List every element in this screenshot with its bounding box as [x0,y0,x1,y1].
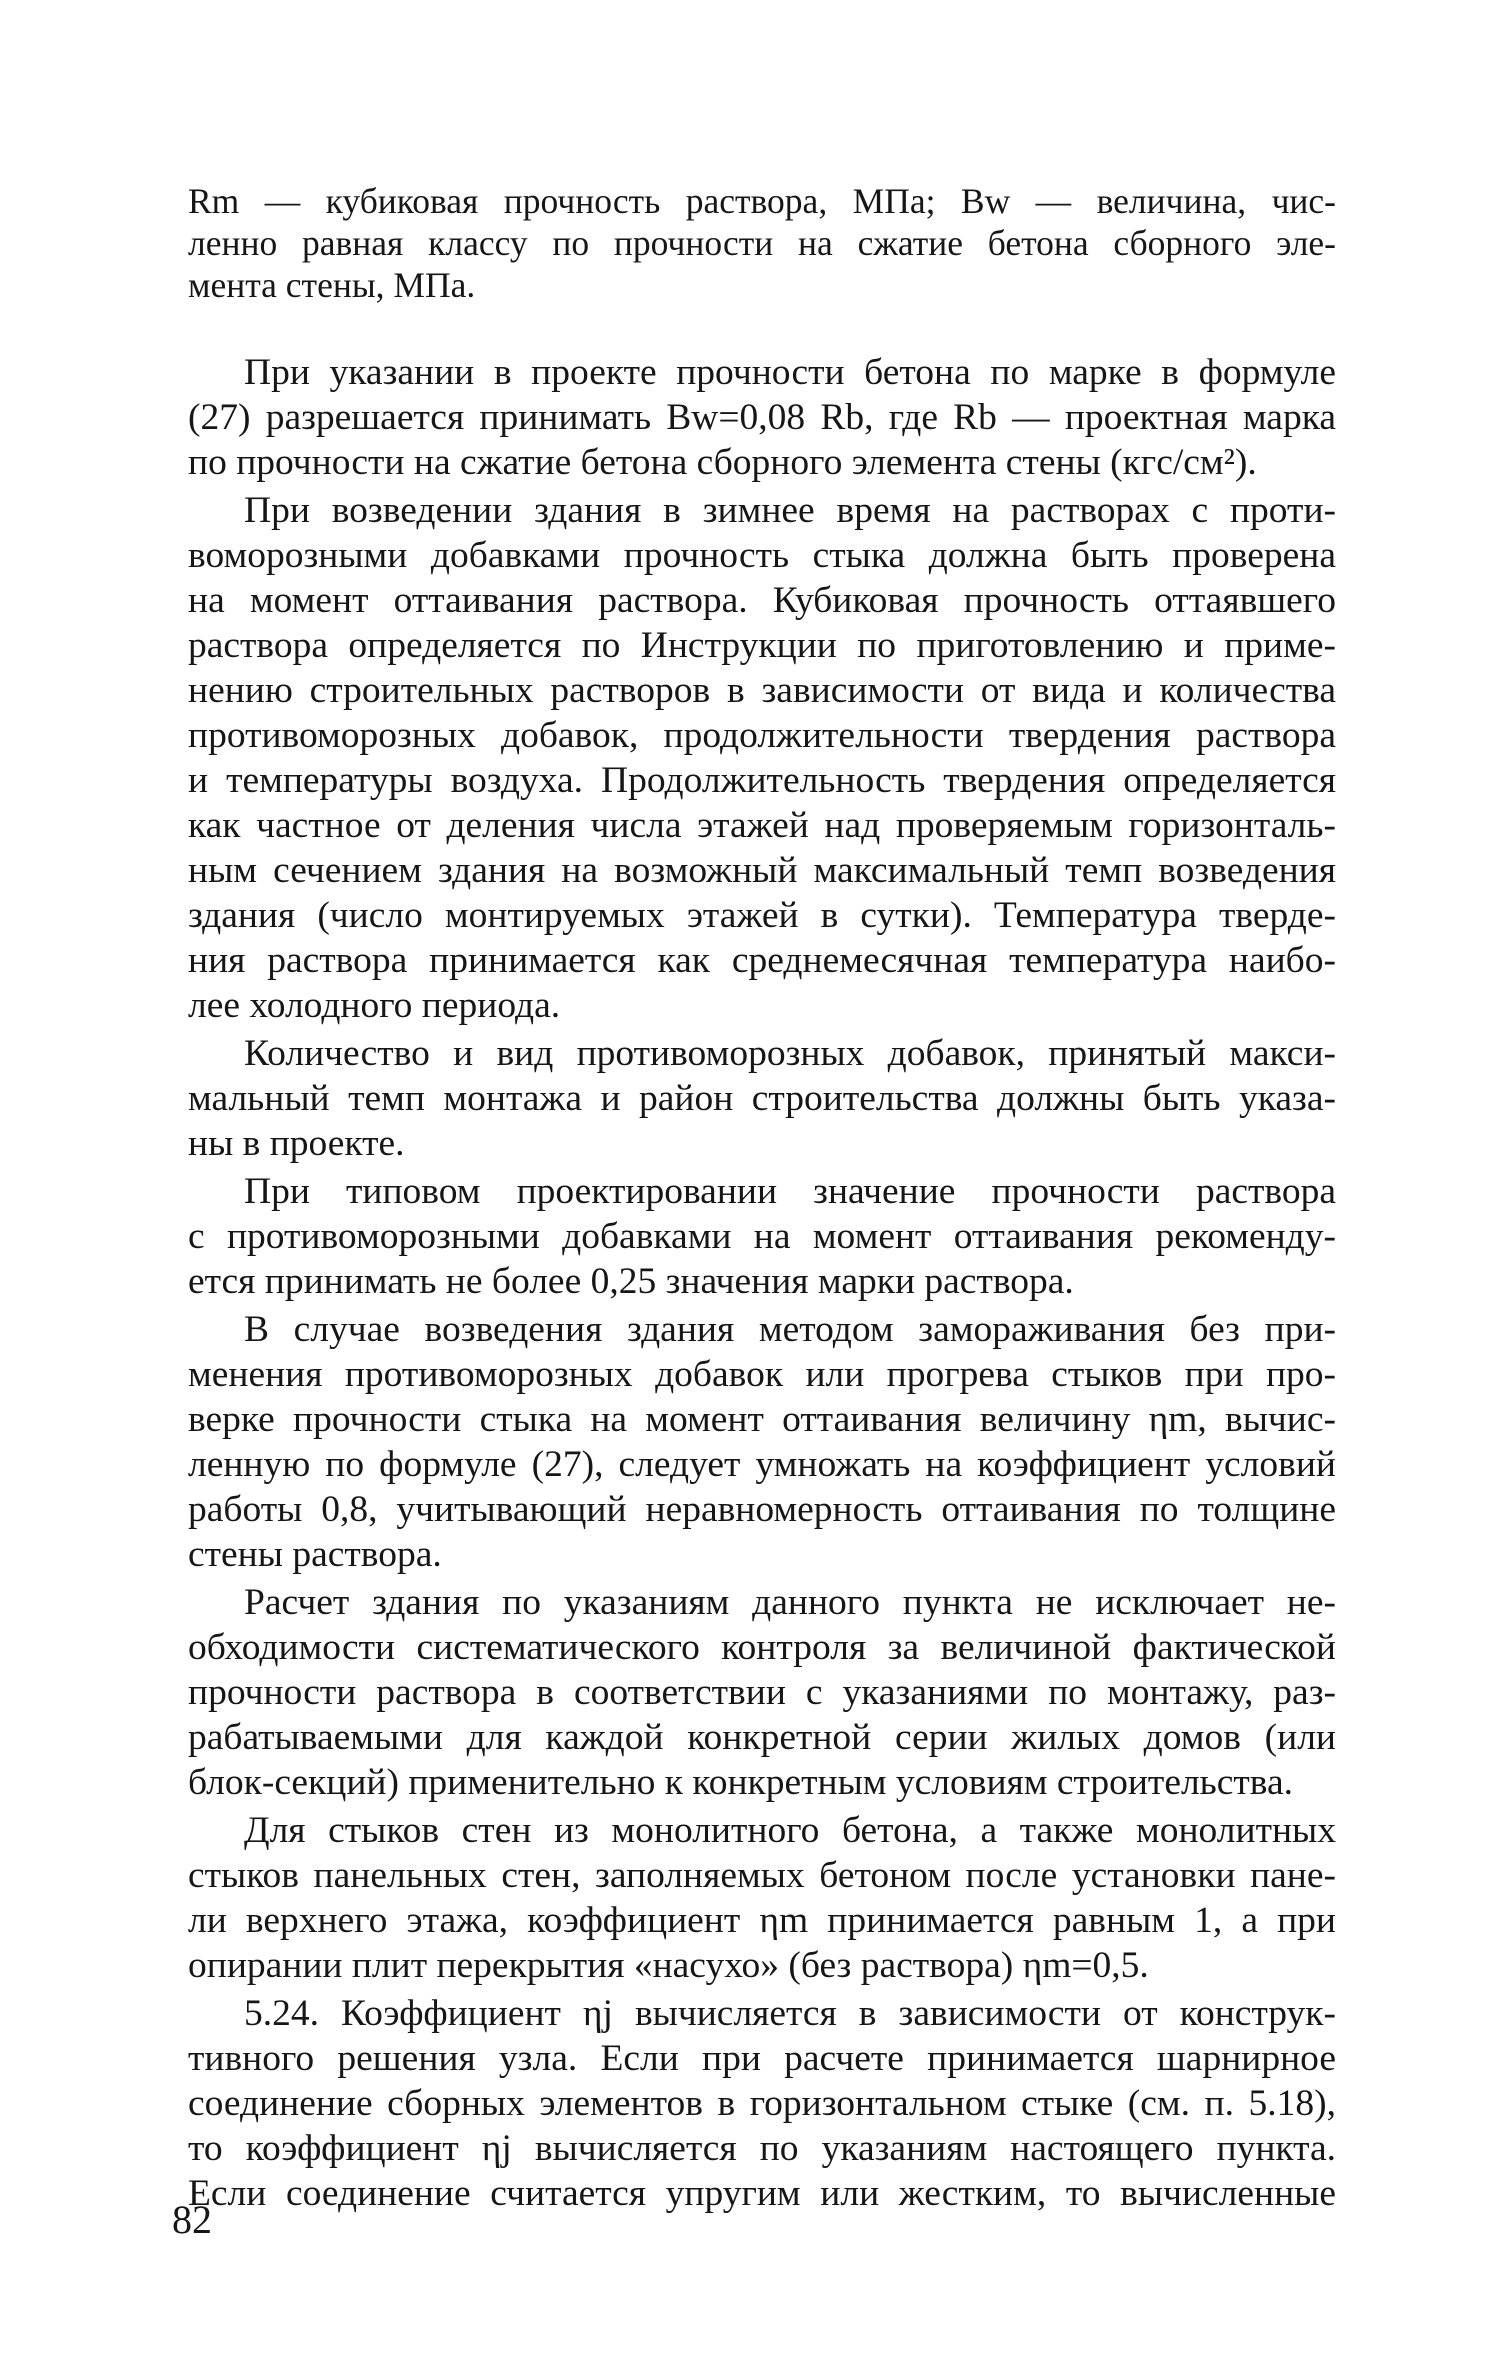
text-line: Rm — кубиковая прочность раствора, МПа; Bw — величина, чис- [188,181,1336,221]
text-line: Количество и вид противоморозных добавок, принятый макси- [244,1033,1336,1074]
text-line: раствора определяется по Инструкции по приготовлению и приме- [188,625,1336,666]
text-line: как частное от деления числа этажей над проверяемым горизонталь- [188,805,1336,846]
text-line: работы 0,8, учитывающий неравномерность оттаивания по толщине [188,1489,1336,1530]
text-line: нению строительных растворов в зависимости от вида и количества [188,670,1336,711]
text-line: то коэффициент ηj вычисляется по указаниям настоящего пункта. [188,2128,1336,2169]
text-line: по прочности на сжатие бетона сборного элемента стены (кгс/см²). [188,442,1257,483]
text-line: соединение сборных элементов в горизонтальном стыке (см. п. 5.18), [188,2083,1336,2124]
text-line: менения противоморозных добавок или прогрева стыков при про- [188,1354,1336,1395]
text-line: опирании плит перекрытия «насухо» (без раствора) ηm=0,5. [188,1945,1149,1986]
text-line: воморозными добавками прочность стыка должна быть проверена [188,535,1336,576]
paragraph-7 [188,1808,1336,1988]
text-line: Для стыков стен из монолитного бетона, а также монолитных [244,1810,1336,1851]
paragraph-5 [188,1307,1336,1577]
text-line: ленную по формуле (27), следует умножать на коэффициент условий [188,1444,1336,1485]
text-line: ли верхнего этажа, коэффициент ηm принимается равным 1, а при [188,1900,1336,1941]
text-line: блок-секций) применительно к конкретным условиям строительства. [188,1762,1294,1803]
text-line: Расчет здания по указаниям данного пункта не исключает не- [244,1582,1336,1623]
document-page [188,180,1336,2216]
text-line: обходимости систематического контроля за величиной фактической [188,1627,1336,1668]
paragraph-2 [188,488,1336,1028]
text-line: прочности раствора в соответствии с указаниями по монтажу, раз- [188,1672,1336,1713]
definition-block [188,180,1336,306]
text-line: (27) разрешается принимать Bw=0,08 Rb, где Rb — проектная марка [188,397,1336,438]
text-line: мента стены, МПа. [188,265,476,305]
text-line: Если соединение считается упругим или жестким, то вычисленные [188,2173,1336,2214]
paragraph-4 [188,1169,1336,1304]
text-line: на момент оттаивания раствора. Кубиковая прочность оттаявшего [188,580,1336,621]
text-line: ным сечением здания на возможный максимальный темп возведения [188,850,1336,891]
text-line: лее холодного периода. [188,985,561,1026]
text-line: рабатываемыми для каждой конкретной серии жилых домов (или [188,1717,1336,1758]
text-line: 5.24. Коэффициент ηj вычисляется в зависимости от конструк- [244,1993,1336,2034]
paragraph-1 [188,350,1336,485]
text-line: тивного решения узла. Если при расчете принимается шарнирное [188,2038,1336,2079]
text-line: верке прочности стыка на момент оттаивания величину ηm, вычис- [188,1399,1336,1440]
paragraph-3 [188,1031,1336,1166]
text-line: с противоморозными добавками на момент оттаивания рекоменду- [188,1216,1336,1257]
text-line: противоморозных добавок, продолжительности твердения раствора [188,715,1336,756]
text-line: ны в проекте. [188,1123,405,1164]
text-line: здания (число монтируемых этажей в сутки). Температура тверде- [188,895,1336,936]
text-line: и температуры воздуха. Продолжительность твердения определяется [188,760,1336,801]
text-line: ется принимать не более 0,25 значения марки раствора. [188,1261,1074,1302]
text-line: стены раствора. [188,1534,442,1575]
text-line: При типовом проектировании значение прочности раствора [244,1171,1336,1212]
text-line: ния раствора принимается как среднемесячная температура наибо- [188,940,1336,981]
paragraph-6 [188,1580,1336,1805]
text-line: мальный темп монтажа и район строительства должны быть указа- [188,1078,1336,1119]
text-line: При возведении здания в зимнее время на растворах с проти- [244,490,1336,531]
text-line: При указании в проекте прочности бетона по марке в формуле [244,352,1336,393]
page-number: 82 [172,2197,212,2242]
paragraph-8 [188,1991,1336,2216]
text-line: стыков панельных стен, заполняемых бетоном после установки пане- [188,1855,1336,1896]
text-line: В случае возведения здания методом замораживания без при- [244,1309,1336,1350]
text-line: ленно равная классу по прочности на сжатие бетона сборного эле- [188,223,1336,263]
